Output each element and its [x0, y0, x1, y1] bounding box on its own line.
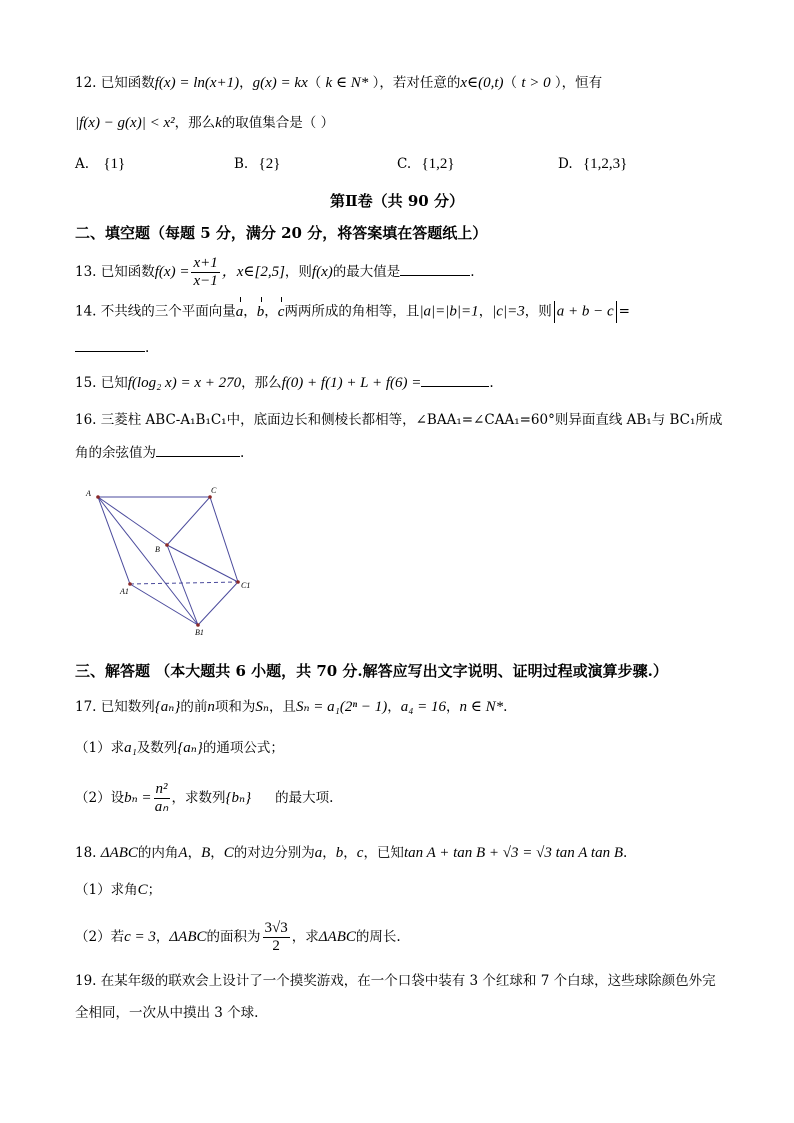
vector-a: a — [235, 303, 244, 320]
q12-text: ，若对任意的 — [379, 75, 461, 91]
q12-g-definition: g(x) = kx — [252, 75, 308, 91]
edge-AB1 — [98, 497, 198, 625]
q13-fraction: $\frac{x+1}{x-1}$ — [193, 255, 218, 289]
q12-k-condition: k ∈ N* — [325, 75, 369, 91]
q14-line-1: 14. 不共线的三个平面向量a，b，c两两所成的角相等，且|a|=|b|=1，|c|=3，则 a + b − c = — [75, 301, 630, 323]
q14-vector-sum: a + b − c — [556, 303, 614, 320]
q16-answer-blank[interactable] — [156, 442, 240, 457]
q18-part2: （2）若c = 3，ΔABC的面积为 $\frac{3√3}{2}$ ，求ΔABC的周长. — [75, 920, 401, 954]
q12-line-2 — [75, 113, 334, 133]
q17-stem: 17. 已知数列{aₙ}的前n项和为Sₙ，且Sₙ = a₁(2ⁿ − 1)，a₄ = 16，n ∈ N*. — [75, 699, 508, 715]
prism-figure — [78, 482, 258, 642]
q12-text: 的取值集合是（ ） — [221, 115, 335, 131]
q12-text: ，那么 — [174, 115, 216, 131]
label-A1: A1 — [120, 587, 129, 596]
q12-x-range: x∈(0,t) — [460, 75, 504, 91]
section2-title: 二、填空题（每题 5 分，满分 20 分，将答案填在答题纸上） — [75, 224, 488, 242]
q12-t-condition: t > 0 — [521, 75, 551, 91]
q12-option-c: C. {1,2} — [397, 156, 455, 172]
edge-AB — [98, 497, 167, 545]
q14-line-2: . — [75, 337, 149, 358]
q16-line-1: 16. 三菱柱 ABC-A₁B₁C₁中，底面边长和侧棱长都相等，∠BAA₁=∠CAA₁=60°则异面直线 AB₁与 BC₁所成 — [75, 412, 723, 428]
edge-A1B1 — [130, 584, 198, 625]
vector-c: c — [277, 303, 285, 320]
edge-B1C1 — [198, 582, 238, 625]
part2-title: 第Ⅱ卷（共 90 分） — [330, 192, 464, 210]
edge-BC — [167, 497, 210, 545]
q17-part2: （2）设bₙ = $\frac{\text{n²}}{\text{aₙ}}$ ，求数列{bₙ} 的最大项. — [75, 781, 334, 815]
q17-part1: （1）求a₁及数列{aₙ}的通项公式； — [75, 740, 284, 756]
q13: 13. 已知函数f(x) = $\frac{x+1}{x-1}$ ，x∈[2,5]，则f(x)的最大值是 . — [75, 255, 475, 289]
q12-option-a: A. {1} — [75, 156, 126, 172]
q12-option-d: D. {1,2,3} — [558, 156, 628, 172]
q12-line-1: 12. 已知函数f(x) = ln(x+1)，g(x) = kx（ k ∈ N* ），若对任意的x∈(0,t)（ t > 0 ），恒有 — [75, 75, 603, 91]
section3-title: 三、解答题 （本大题共 6 小题，共 70 分.解答应写出文字说明、证明过程或演算步骤.） — [75, 662, 668, 680]
q19-line-1: 19. 在某年级的联欢会上设计了一个摸奖游戏，在一个口袋中装有 3 个红球和 7 个白球，这些球除颜色外完 — [75, 973, 716, 989]
edge-A1C1-hidden — [130, 582, 238, 584]
edge-BB1 — [167, 545, 198, 625]
q15: 15. 已知f(log₂ x) = x + 270，那么f(0) + f(1) + L + f(6) = . — [75, 372, 494, 393]
edge-AA1 — [98, 497, 130, 584]
label-C: C — [211, 486, 217, 495]
q14-answer-blank[interactable] — [75, 337, 145, 352]
vector-b: b — [256, 303, 265, 320]
q12-text: ，恒有 — [561, 75, 603, 91]
q18-stem: 18. ΔABC的内角A，B，C的对边分别为a，b，c，已知tan A + tan B + √3 = √3 tan A tan B. — [75, 845, 628, 861]
label-B: B — [155, 545, 160, 554]
q12-inequality: |f(x) − g(x)| < x² — [75, 115, 175, 131]
q12-option-b: B. {2} — [234, 156, 281, 172]
label-B1: B1 — [195, 628, 204, 637]
q13-answer-blank[interactable] — [400, 261, 470, 276]
q12-f-definition: f(x) = ln(x+1) — [154, 75, 240, 91]
label-C1: C1 — [241, 581, 251, 590]
q15-answer-blank[interactable] — [421, 372, 489, 387]
q19-line-2: 全相同，一次从中摸出 3 个球. — [75, 1005, 259, 1021]
q16-line-2: 角的余弦值为 . — [75, 442, 244, 463]
q12-text: 12. 已知函数 — [75, 75, 155, 91]
q12-k: k — [215, 115, 222, 131]
label-A: A — [86, 489, 91, 498]
q18-part1: （1）求角C； — [75, 882, 162, 898]
